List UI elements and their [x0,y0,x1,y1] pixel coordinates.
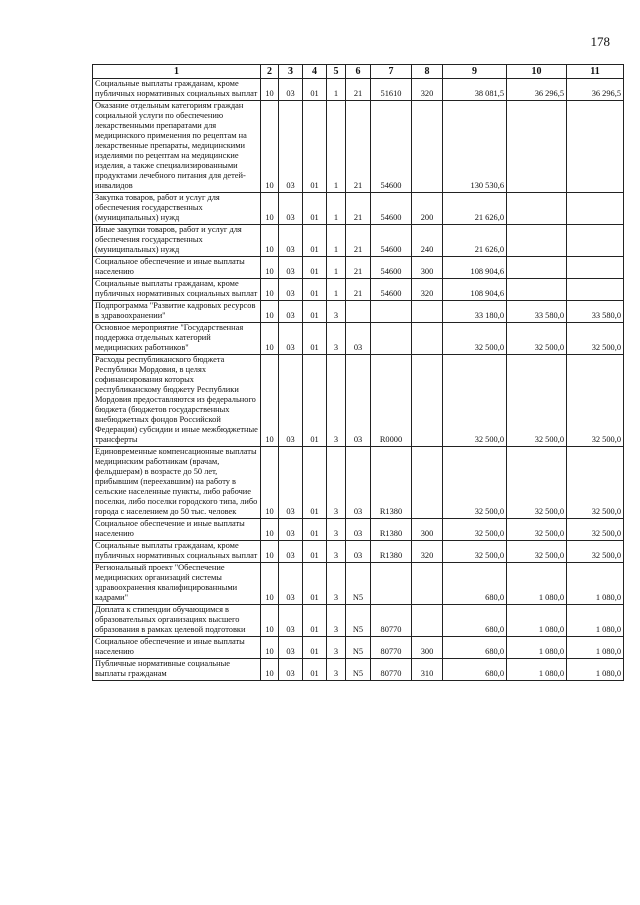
target-article-code [371,323,412,355]
subsection-code: 03 [279,355,303,447]
table-row [93,79,624,101]
amount-col-9: 21 626,0 [443,193,507,225]
amount-col-10: 1 080,0 [507,605,567,637]
event-code: 21 [346,101,371,193]
amount-col-9: 680,0 [443,605,507,637]
program-code: 01 [303,563,327,605]
column-header: 10 [507,65,567,79]
table-row [93,659,624,681]
event-code: N5 [346,659,371,681]
program-code: 01 [303,541,327,563]
subsection-code: 03 [279,101,303,193]
subsection-code: 03 [279,563,303,605]
subprogram-code: 3 [327,301,346,323]
row-name: Социальные выплаты гражданам, кроме публичных нормативных социальных выплат [93,279,261,301]
column-header: 11 [567,65,624,79]
target-article-code: 54600 [371,279,412,301]
section-code: 10 [261,659,279,681]
section-code: 10 [261,563,279,605]
amount-col-11: 33 580,0 [567,301,624,323]
section-code: 10 [261,355,279,447]
subsection-code: 03 [279,301,303,323]
event-code: 03 [346,355,371,447]
target-article-code: 54600 [371,257,412,279]
expense-type-code: 300 [412,519,443,541]
table-row [93,519,624,541]
subprogram-code: 1 [327,79,346,101]
program-code: 01 [303,519,327,541]
table-row [93,193,624,225]
amount-col-10 [507,279,567,301]
section-code: 10 [261,101,279,193]
amount-col-10 [507,101,567,193]
subprogram-code: 3 [327,355,346,447]
amount-col-10: 36 296,5 [507,79,567,101]
program-code: 01 [303,447,327,519]
program-code: 01 [303,257,327,279]
subsection-code: 03 [279,323,303,355]
event-code [346,301,371,323]
section-code: 10 [261,279,279,301]
column-header: 8 [412,65,443,79]
amount-col-10: 33 580,0 [507,301,567,323]
subprogram-code: 3 [327,323,346,355]
target-article-code: 80770 [371,605,412,637]
target-article-code: 54600 [371,225,412,257]
amount-col-9: 108 904,6 [443,279,507,301]
amount-col-9: 130 530,6 [443,101,507,193]
amount-col-10: 32 500,0 [507,519,567,541]
expense-type-code: 320 [412,541,443,563]
expense-type-code [412,323,443,355]
amount-col-11 [567,193,624,225]
amount-col-9: 38 081,5 [443,79,507,101]
subprogram-code: 1 [327,225,346,257]
row-name: Региональный проект "Обеспечение медицинских организаций системы здравоохранения квалифицированными кадрами" [93,563,261,605]
event-code: 03 [346,519,371,541]
subsection-code: 03 [279,225,303,257]
event-code: 21 [346,279,371,301]
table-row [93,301,624,323]
row-name: Подпрограмма "Развитие кадровых ресурсов в здравоохранении" [93,301,261,323]
target-article-code: R1380 [371,519,412,541]
amount-col-11: 32 500,0 [567,541,624,563]
expense-type-code [412,301,443,323]
expense-type-code: 200 [412,193,443,225]
event-code: N5 [346,605,371,637]
subprogram-code: 3 [327,447,346,519]
table-row [93,279,624,301]
program-code: 01 [303,193,327,225]
target-article-code: R1380 [371,541,412,563]
table-row [93,101,624,193]
expense-type-code [412,563,443,605]
expense-type-code [412,101,443,193]
subsection-code: 03 [279,257,303,279]
event-code: 21 [346,257,371,279]
amount-col-11 [567,279,624,301]
subprogram-code: 3 [327,563,346,605]
amount-col-11: 32 500,0 [567,355,624,447]
subprogram-code: 3 [327,605,346,637]
amount-col-11 [567,257,624,279]
column-header: 9 [443,65,507,79]
program-code: 01 [303,301,327,323]
subprogram-code: 3 [327,519,346,541]
program-code: 01 [303,605,327,637]
expense-type-code: 300 [412,257,443,279]
event-code: 21 [346,79,371,101]
subsection-code: 03 [279,447,303,519]
column-header: 1 [93,65,261,79]
subsection-code: 03 [279,659,303,681]
amount-col-10 [507,193,567,225]
amount-col-11: 1 080,0 [567,637,624,659]
subsection-code: 03 [279,79,303,101]
column-header: 2 [261,65,279,79]
target-article-code [371,301,412,323]
row-name: Социальные выплаты гражданам, кроме публичных нормативных социальных выплат [93,79,261,101]
event-code: N5 [346,563,371,605]
row-name: Иные закупки товаров, работ и услуг для обеспечения государственных (муниципальных) нужд [93,225,261,257]
table-row [93,563,624,605]
subprogram-code: 3 [327,659,346,681]
table-row [93,447,624,519]
amount-col-10 [507,225,567,257]
program-code: 01 [303,355,327,447]
subsection-code: 03 [279,519,303,541]
column-header: 4 [303,65,327,79]
amount-col-9: 32 500,0 [443,541,507,563]
expense-type-code: 320 [412,279,443,301]
amount-col-9: 108 904,6 [443,257,507,279]
subprogram-code: 1 [327,257,346,279]
subsection-code: 03 [279,605,303,637]
subsection-code: 03 [279,279,303,301]
amount-col-10 [507,257,567,279]
amount-col-9: 32 500,0 [443,323,507,355]
event-code: N5 [346,637,371,659]
amount-col-9: 680,0 [443,637,507,659]
table-row [93,257,624,279]
event-code: 03 [346,447,371,519]
program-code: 01 [303,323,327,355]
header-row [93,65,624,79]
amount-col-9: 32 500,0 [443,355,507,447]
column-header: 7 [371,65,412,79]
subprogram-code: 1 [327,279,346,301]
program-code: 01 [303,279,327,301]
amount-col-11: 1 080,0 [567,563,624,605]
section-code: 10 [261,225,279,257]
row-name: Публичные нормативные социальные выплаты гражданам [93,659,261,681]
amount-col-11: 32 500,0 [567,447,624,519]
section-code: 10 [261,541,279,563]
amount-col-10: 32 500,0 [507,541,567,563]
event-code: 03 [346,323,371,355]
amount-col-10: 1 080,0 [507,637,567,659]
expense-type-code: 300 [412,637,443,659]
table-row [93,323,624,355]
amount-col-11: 32 500,0 [567,519,624,541]
table-row [93,605,624,637]
row-name: Доплата к стипендии обучающимся в образовательных организациях высшего образования в рамках целевой подготовки [93,605,261,637]
row-name: Закупка товаров, работ и услуг для обеспечения государственных (муниципальных) нужд [93,193,261,225]
section-code: 10 [261,193,279,225]
amount-col-11: 1 080,0 [567,659,624,681]
target-article-code: 54600 [371,101,412,193]
subprogram-code: 3 [327,541,346,563]
subprogram-code: 3 [327,637,346,659]
subsection-code: 03 [279,193,303,225]
amount-col-9: 680,0 [443,659,507,681]
row-name: Социальное обеспечение и иные выплаты населению [93,257,261,279]
target-article-code: R0000 [371,355,412,447]
column-header: 3 [279,65,303,79]
subprogram-code: 1 [327,101,346,193]
subsection-code: 03 [279,541,303,563]
table-row [93,355,624,447]
amount-col-11: 32 500,0 [567,323,624,355]
amount-col-9: 680,0 [443,563,507,605]
section-code: 10 [261,79,279,101]
amount-col-10: 32 500,0 [507,355,567,447]
expense-type-code: 240 [412,225,443,257]
section-code: 10 [261,637,279,659]
program-code: 01 [303,101,327,193]
section-code: 10 [261,257,279,279]
amount-col-9: 32 500,0 [443,519,507,541]
expense-type-code [412,605,443,637]
row-name: Социальное обеспечение и иные выплаты населению [93,637,261,659]
page-number: 178 [590,34,610,49]
amount-col-9: 21 626,0 [443,225,507,257]
event-code: 21 [346,193,371,225]
section-code: 10 [261,447,279,519]
section-code: 10 [261,323,279,355]
row-name: Социальное обеспечение и иные выплаты населению [93,519,261,541]
expense-type-code [412,355,443,447]
program-code: 01 [303,637,327,659]
column-header: 5 [327,65,346,79]
expense-type-code: 320 [412,79,443,101]
amount-col-11 [567,101,624,193]
amount-col-9: 32 500,0 [443,447,507,519]
target-article-code: 54600 [371,193,412,225]
program-code: 01 [303,79,327,101]
program-code: 01 [303,659,327,681]
target-article-code: 51610 [371,79,412,101]
event-code: 21 [346,225,371,257]
amount-col-9: 33 180,0 [443,301,507,323]
table-row [93,225,624,257]
amount-col-11: 1 080,0 [567,605,624,637]
expense-type-code [412,447,443,519]
column-header: 6 [346,65,371,79]
expense-type-code: 310 [412,659,443,681]
target-article-code: R1380 [371,447,412,519]
amount-col-10: 32 500,0 [507,323,567,355]
subprogram-code: 1 [327,193,346,225]
section-code: 10 [261,519,279,541]
subsection-code: 03 [279,637,303,659]
event-code: 03 [346,541,371,563]
row-name: Расходы республиканского бюджета Республики Мордовия, в целях софинансирования которых республиканскому бюджету Республики Мордовия предоставляются из федерального бюджета (бюджетов государственных внебюджетных фондов Российской Федерации) субсидии и иные межбюджетные трансферты [93,355,261,447]
section-code: 10 [261,605,279,637]
amount-col-11: 36 296,5 [567,79,624,101]
amount-col-11 [567,225,624,257]
amount-col-10: 1 080,0 [507,659,567,681]
budget-table [92,64,624,681]
program-code: 01 [303,225,327,257]
row-name: Социальные выплаты гражданам, кроме публичных нормативных социальных выплат [93,541,261,563]
section-code: 10 [261,301,279,323]
table-row [93,637,624,659]
target-article-code: 80770 [371,637,412,659]
amount-col-10: 1 080,0 [507,563,567,605]
row-name: Оказание отдельным категориям граждан социальной услуги по обеспечению лекарственными препаратами для медицинского применения по рецептам на лекарственные препараты, медицинскими изделиями по рецептам на медицинские изделия, а также специализированными продуктами лечебного питания для детей-инвалидов [93,101,261,193]
amount-col-10: 32 500,0 [507,447,567,519]
target-article-code [371,563,412,605]
row-name: Единовременные компенсационные выплаты медицинским работникам (врачам, фельдшерам) в возрасте до 50 лет, прибывшим (переехавшим) на работу в сельские населенные пункты, либо рабочие поселки, либо поселки городского типа, либо города с населением до 50 тыс. человек [93,447,261,519]
row-name: Основное мероприятие "Государственная поддержка отдельных категорий медицинских работников" [93,323,261,355]
target-article-code: 80770 [371,659,412,681]
table-row [93,541,624,563]
